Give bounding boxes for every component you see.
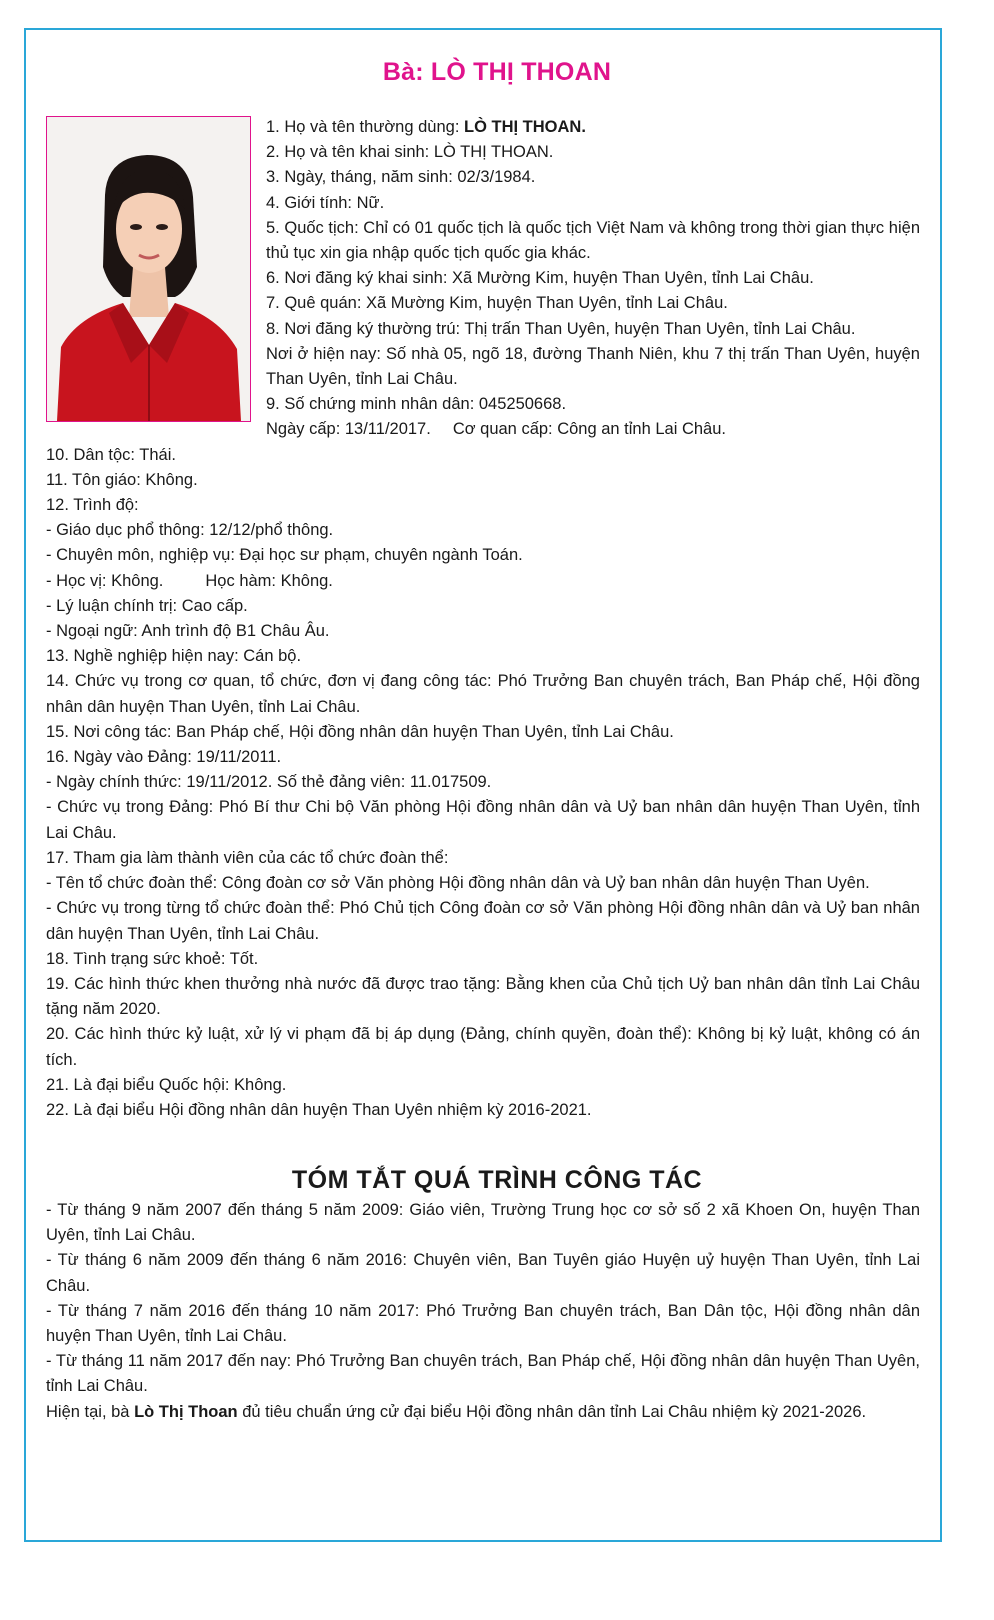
career-item-1: - Từ tháng 9 năm 2007 đến tháng 5 năm 2009: Giáo viên, Trường Trung học cơ sở số 2 xã Khoen On, huyện Than Uyên, tỉnh Lai Châu. <box>46 1201 920 1245</box>
info-line-9-issue: Ngày cấp: 13/11/2017. Cơ quan cấp: Công an tỉnh Lai Châu. <box>266 420 726 439</box>
info-line-10: 10. Dân tộc: Thái. <box>46 445 176 464</box>
info-line-16b: - Chức vụ trong Đảng: Phó Bí thư Chi bộ Văn phòng Hội đồng nhân dân và Uỷ ban nhân dân huyện Than Uyên, tỉnh Lai Châu. <box>46 798 920 842</box>
info-line-12d: - Lý luận chính trị: Cao cấp. <box>46 596 248 615</box>
closing-name: Lò Thị Thoan <box>134 1402 238 1421</box>
info-line-9: 9. Số chứng minh nhân dân: 045250668. <box>266 395 567 414</box>
info-line-12: 12. Trình độ: <box>46 496 139 515</box>
info-line-12a: - Giáo dục phổ thông: 12/12/phổ thông. <box>46 521 334 540</box>
info-line-17: 17. Tham gia làm thành viên của các tổ chức đoàn thể: <box>46 848 449 867</box>
info-line-19: 19. Các hình thức khen thưởng nhà nước đã được trao tặng: Bằng khen của Chủ tịch Uỷ ban nhân dân tỉnh Lai Châu tặng năm 2020. <box>46 974 920 1019</box>
info-line-7: 7. Quê quán: Xã Mường Kim, huyện Than Uyên, tỉnh Lai Châu. <box>266 294 728 313</box>
full-name: LÒ THỊ THOAN. <box>464 118 586 136</box>
info-line-12b: - Chuyên môn, nghiệp vụ: Đại học sư phạm, chuyên ngành Toán. <box>46 546 523 565</box>
career-summary <box>46 1198 920 1425</box>
info-line-6: 6. Nơi đăng ký khai sinh: Xã Mường Kim, huyện Than Uyên, tỉnh Lai Châu. <box>266 269 814 288</box>
career-item-2: - Từ tháng 6 năm 2009 đến tháng 6 năm 2016: Chuyên viên, Ban Tuyên giáo Huyện uỷ huyện Than Uyên, tỉnh Lai Châu. <box>46 1251 920 1295</box>
career-heading: TÓM TẮT QUÁ TRÌNH CÔNG TÁC <box>291 1166 703 1194</box>
info-line-16: 16. Ngày vào Đảng: 19/11/2011. <box>46 748 282 767</box>
info-line-2: 2. Họ và tên khai sinh: LÒ THỊ THOAN. <box>266 143 554 162</box>
page-title: Bà: LÒ THỊ THOAN <box>382 58 612 86</box>
info-line-3: 3. Ngày, tháng, năm sinh: 02/3/1984. <box>266 168 536 187</box>
info-line-14: 14. Chức vụ trong cơ quan, tổ chức, đơn vị đang công tác: Phó Trưởng Ban chuyên trách, Ban Pháp chế, Hội đồng nhân dân huyện Than Uyên, tỉnh Lai Châu. <box>46 672 920 716</box>
info-line-18: 18. Tình trạng sức khoẻ: Tốt. <box>46 949 259 968</box>
info-line-5: 5. Quốc tịch: Chỉ có 01 quốc tịch là quốc tịch Việt Nam và không trong thời gian thực hiện thủ tục xin gia nhập quốc tịch quốc gia khác. <box>266 218 920 263</box>
info-line-20: 20. Các hình thức kỷ luật, xử lý vi phạm đã bị áp dụng (Đảng, chính quyền, đoàn thể): Không bị kỷ luật, không có án tích. <box>46 1025 920 1069</box>
career-item-3: - Từ tháng 7 năm 2016 đến tháng 10 năm 2017: Phó Trưởng Ban chuyên trách, Ban Dân tộc, Hội đồng nhân dân huyện Than Uyên, tỉnh Lai Châu. <box>46 1301 920 1346</box>
info-line-17a: - Tên tổ chức đoàn thể: Công đoàn cơ sở Văn phòng Hội đồng nhân dân và Uỷ ban nhân dân huyện Than Uyên. <box>46 874 870 893</box>
career-item-4: - Từ tháng 11 năm 2017 đến nay: Phó Trưởng Ban chuyên trách, Ban Pháp chế, Hội đồng nhân dân huyện Than Uyên, tỉnh Lai Châu. <box>46 1352 920 1396</box>
info-line-21: 21. Là đại biểu Quốc hội: Không. <box>46 1075 287 1094</box>
info-line-22: 22. Là đại biểu Hội đồng nhân dân huyện Than Uyên nhiệm kỳ 2016-2021. <box>46 1100 592 1119</box>
info-line-4: 4. Giới tính: Nữ. <box>266 193 385 212</box>
info-line-16a: - Ngày chính thức: 19/11/2012. Số thẻ đảng viên: 11.017509. <box>46 773 492 792</box>
info-line-13: 13. Nghề nghiệp hiện nay: Cán bộ. <box>46 647 302 666</box>
career-closing: Hiện tại, bà Lò Thị Thoan đủ tiêu chuẩn ứng cử đại biểu Hội đồng nhân dân tỉnh Lai Châu nhiệm kỳ 2021-2026. <box>46 1402 867 1421</box>
personal-info <box>46 115 920 1123</box>
info-line-11: 11. Tôn giáo: Không. <box>46 470 198 489</box>
info-line-12c: - Học vị: Không. Học hàm: Không. <box>46 571 333 590</box>
info-line-8: 8. Nơi đăng ký thường trú: Thị trấn Than Uyên, huyện Than Uyên, tỉnh Lai Châu. <box>266 319 856 338</box>
info-line-17b: - Chức vụ trong từng tổ chức đoàn thể: Phó Chủ tịch Công đoàn cơ sở Văn phòng Hội đồng nhân dân và Uỷ ban nhân dân huyện Than Uyên, tỉnh Lai Châu. <box>46 899 920 943</box>
info-line-12e: - Ngoại ngữ: Anh trình độ B1 Châu Âu. <box>46 622 330 641</box>
info-line-15: 15. Nơi công tác: Ban Pháp chế, Hội đồng nhân dân huyện Than Uyên, tỉnh Lai Châu. <box>46 722 674 741</box>
info-line-8-current-address: Nơi ở hiện nay: Số nhà 05, ngõ 18, đường Thanh Niên, khu 7 thị trấn Than Uyên, huyện Than Uyên, tỉnh Lai Châu. <box>266 344 920 389</box>
info-line-1: 1. Họ và tên thường dùng: LÒ THỊ THOAN. <box>266 118 586 136</box>
